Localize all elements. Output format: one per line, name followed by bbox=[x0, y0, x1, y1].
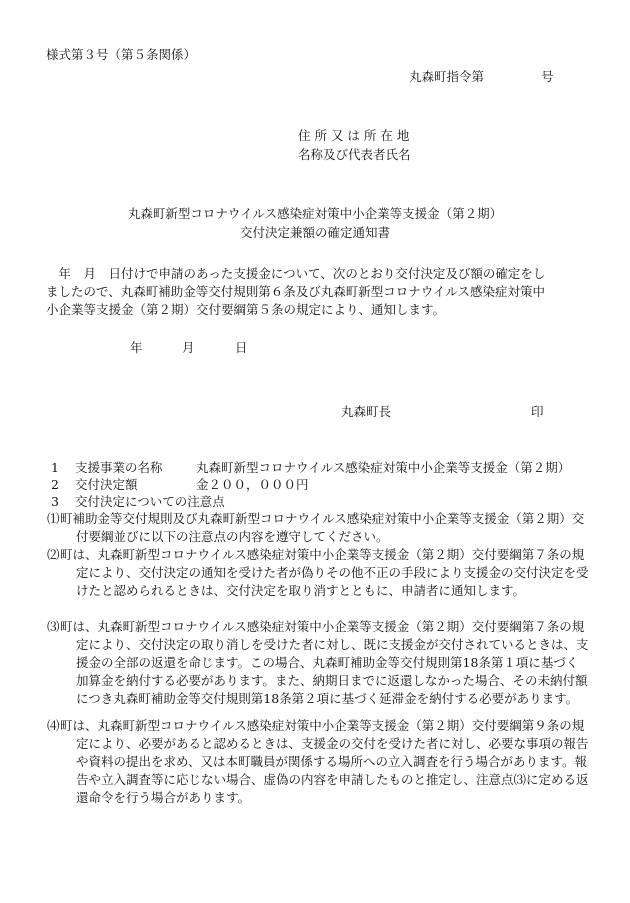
item-label: 交付決定額 bbox=[75, 477, 138, 492]
item-number: 1 bbox=[51, 460, 59, 475]
doc-number-suffix: 号 bbox=[541, 69, 554, 84]
note-item bbox=[47, 510, 590, 546]
title-line-2: 交付決定兼額の確定通知書 bbox=[239, 225, 390, 240]
body-line: 小企業等支援金（第２期）交付要綱第５条の規定により、通知します。 bbox=[46, 302, 446, 317]
note-number: ⑴ bbox=[47, 511, 60, 526]
note-item bbox=[47, 618, 590, 708]
form-label: 様式第３号（第５条関係） bbox=[46, 47, 197, 62]
item-number: 3 bbox=[51, 494, 59, 509]
note-text: 町補助金等交付規則及び丸森町新型コロナウイルス感染症対策中小企業等支援金（第２期）交付要綱並びに以下の注意点の内容を遵守してください。 bbox=[60, 511, 585, 544]
note-text: 町は、丸森町新型コロナウイルス感染症対策中小企業等支援金（第２期）交付要綱第７条の規定により、交付決定の取り消しを受けた者に対し、既に支援金が交付されているときは、支援金の全部の返還を命じます。この場合、丸森町補助金等交付規則第18条第１項に基づく加算金を納付する必要があります。また、納期日までに返還しなかった場合、その未納付額につき丸森町補助金等交付規則第18条第２項に基づく延滞金を納付する必要があります。 bbox=[60, 619, 589, 706]
doc-number-label: 丸森町指令第 bbox=[409, 69, 485, 84]
item-value: 丸森町新型コロナウイルス感染症対策中小企業等支援金（第２期） bbox=[196, 460, 571, 475]
item-value: 金２００，０００円 bbox=[196, 477, 309, 492]
title-line-1: 丸森町新型コロナウイルス感染症対策中小企業等支援金（第２期） bbox=[127, 206, 503, 221]
note-item bbox=[47, 717, 590, 807]
recipient-name: 名称及び代表者氏名 bbox=[298, 147, 411, 162]
issuer-name: 丸森町長 bbox=[341, 404, 392, 419]
note-number: ⑷ bbox=[47, 718, 60, 733]
date-month: 月 bbox=[182, 340, 195, 355]
item-label: 交付決定についての注意点 bbox=[75, 494, 225, 509]
date-day: 日 bbox=[235, 340, 248, 355]
note-number: ⑵ bbox=[47, 547, 60, 562]
note-text: 町は、丸森町新型コロナウイルス感染症対策中小企業等支援金（第２期）交付要綱第９条の規定により、必要があると認めるときは、支援金の交付を受けた者に対し、必要な事項の報告や資料の提出を求め、又は本町職員が関係する場所への立入調査を行う場合があります。報告や立入調査等に応じない場合、虚偽の内容を申請したものと推定し、注意点⑶に定める返還命令を行う場合があります。 bbox=[60, 718, 589, 805]
recipient-address: 住 所 又 は 所 在 地 bbox=[298, 128, 410, 143]
note-text: 町は、丸森町新型コロナウイルス感染症対策中小企業等支援金（第２期）交付要綱第７条の規定により、交付決定の通知を受けた者が偽りその他不正の手段により支援金の交付決定を受けたと認められるときは、交付決定を取り消すとともに、申請者に通知します。 bbox=[60, 547, 589, 598]
item-number: 2 bbox=[51, 477, 59, 492]
date-year: 年 bbox=[130, 340, 143, 355]
body-line: 年 月 日付けで申請のあった支援金について、次のとおり交付決定及び額の確定をし bbox=[46, 266, 546, 281]
seal-mark: 印 bbox=[531, 404, 544, 419]
note-number: ⑶ bbox=[47, 619, 60, 634]
body-line: ましたので、丸森町補助金等交付規則第６条及び丸森町新型コロナウイルス感染症対策中 bbox=[46, 284, 546, 299]
note-item bbox=[47, 546, 590, 600]
item-label: 支援事業の名称 bbox=[75, 460, 163, 475]
